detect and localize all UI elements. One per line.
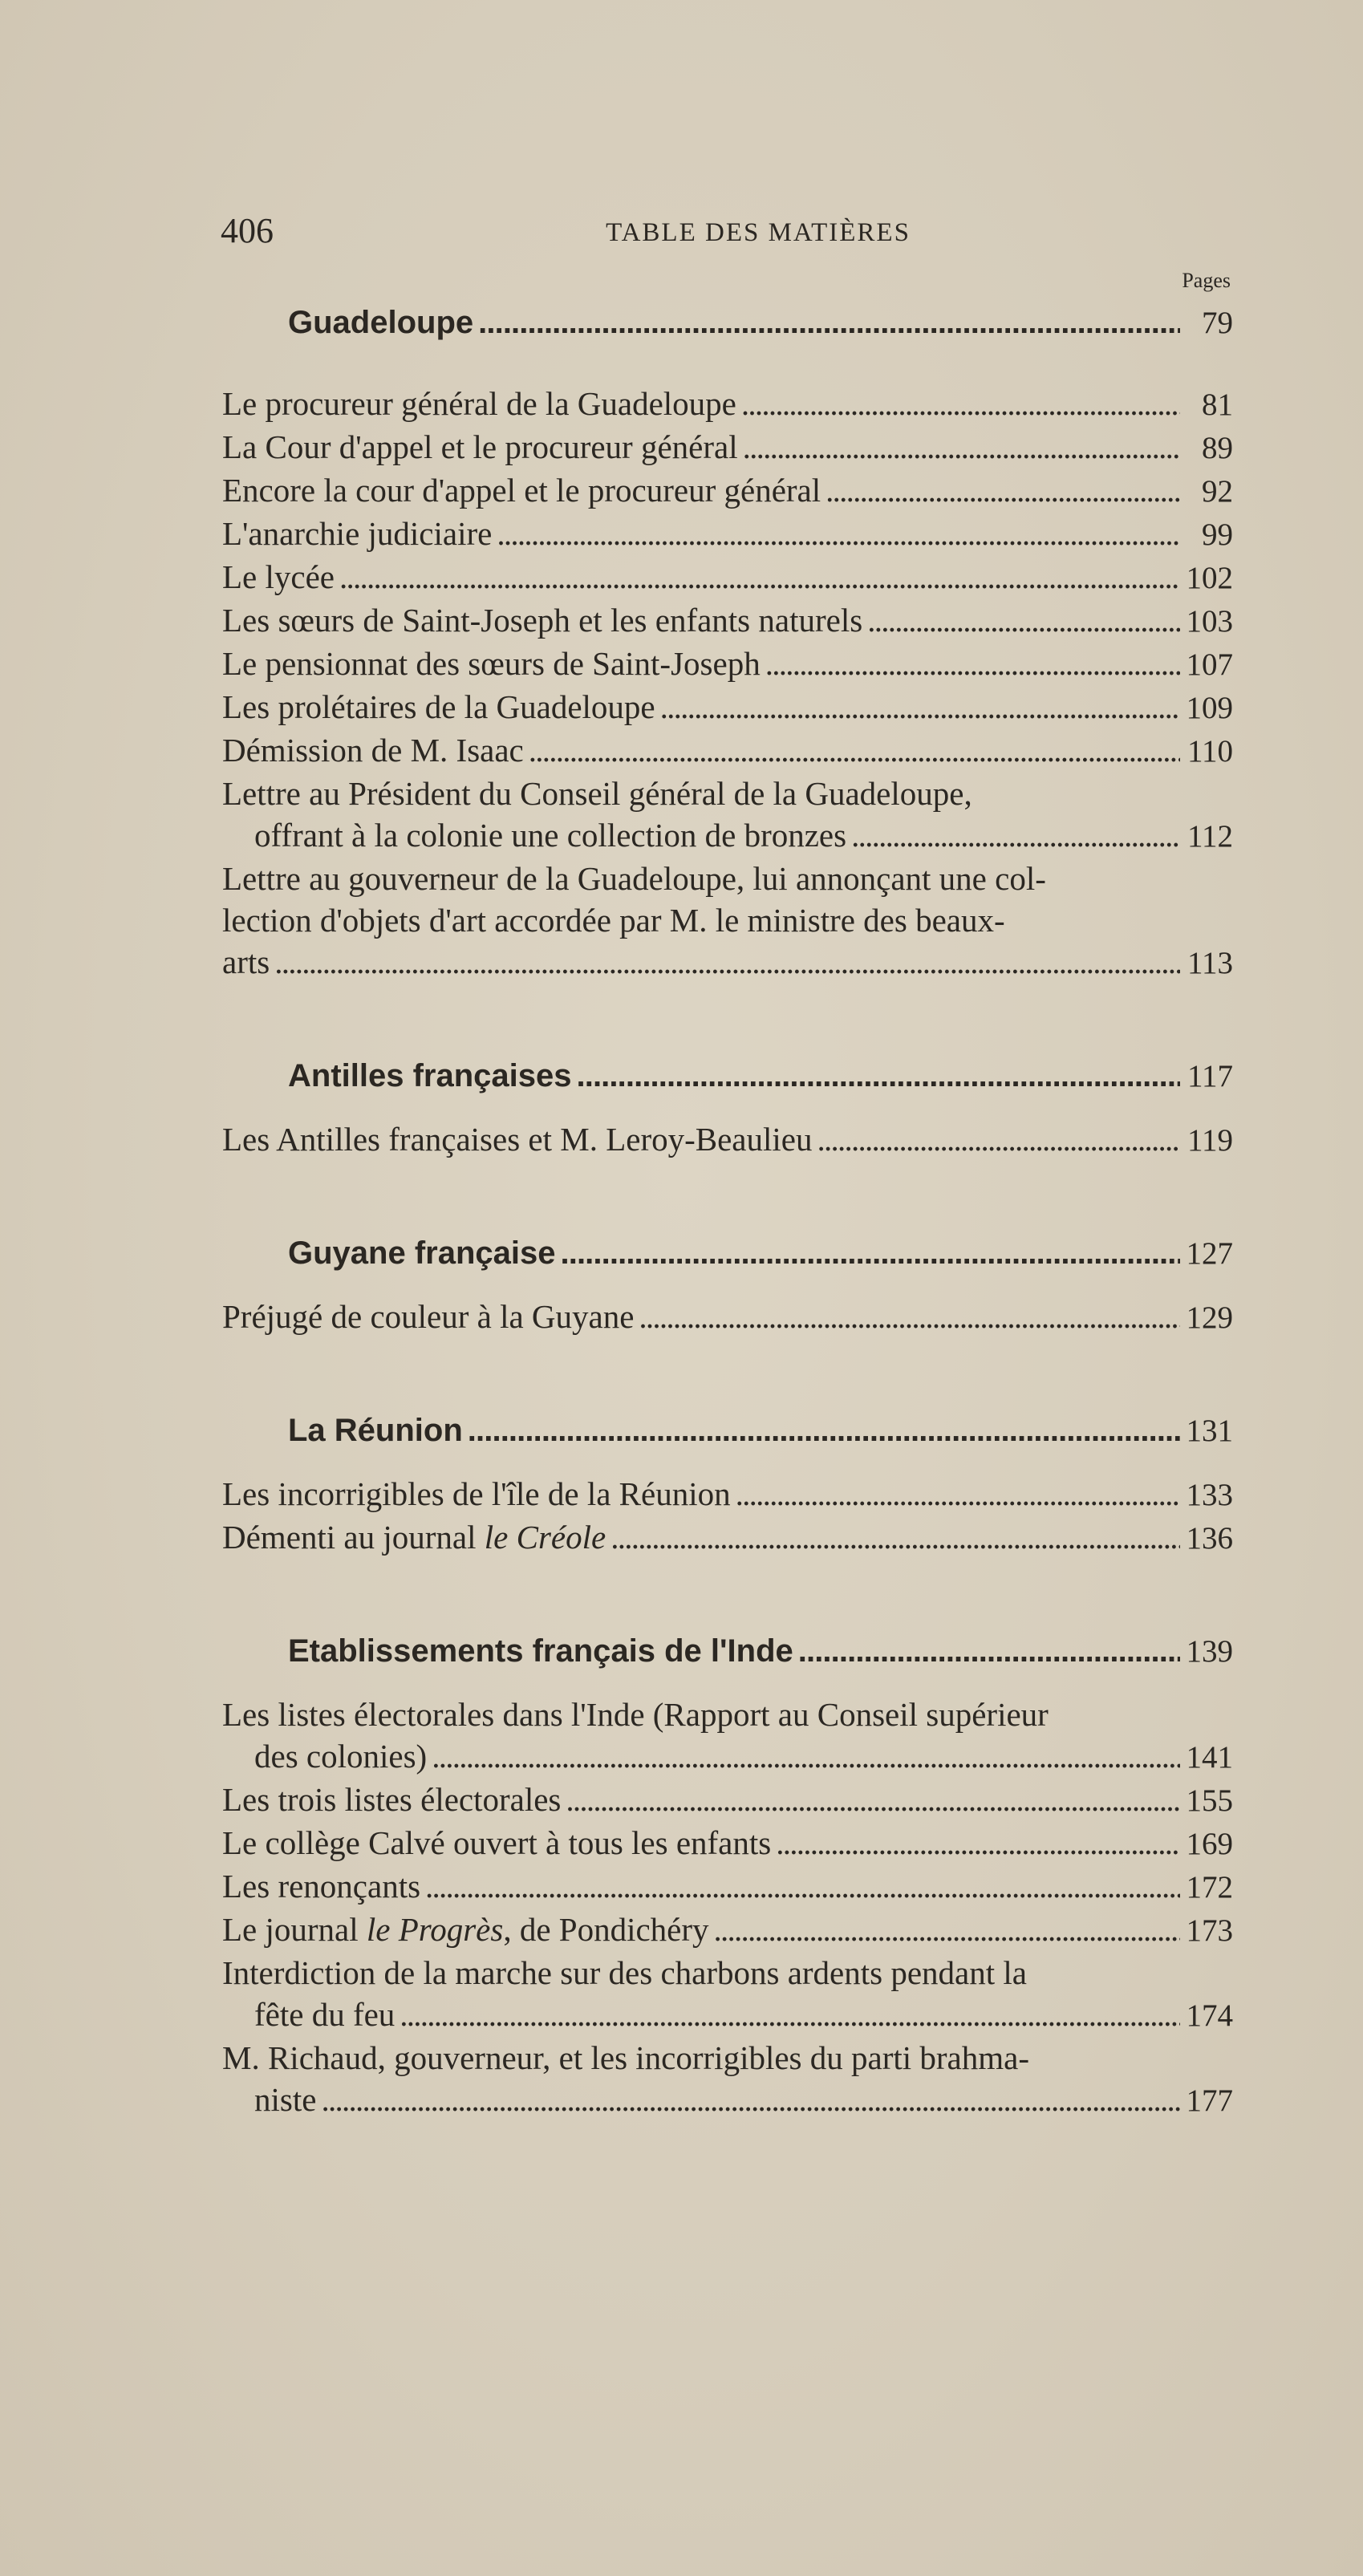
page-ref: 131 bbox=[1186, 1414, 1233, 1448]
page-ref: 112 bbox=[1187, 819, 1233, 854]
page-ref: 117 bbox=[1187, 1059, 1233, 1093]
page-ref: 141 bbox=[1186, 1740, 1233, 1775]
toc-section-reunion bbox=[222, 1403, 1233, 1560]
toc-section-antilles bbox=[222, 1049, 1233, 1162]
toc-entry[interactable]: Les trois listes électorales . . . 155 bbox=[222, 1779, 1233, 1822]
section-heading[interactable]: Guadeloupe . . . 79 bbox=[222, 295, 1233, 351]
toc-entry[interactable]: Les listes électorales dans l'Inde (Rapport au Conseil supérieur des colonies) . . . 141 bbox=[222, 1694, 1233, 1779]
toc-entry[interactable]: Les prolétaires de la Guadeloupe . . . 109 bbox=[222, 686, 1233, 729]
toc-entry[interactable]: Les incorrigibles de l'île de la Réunion . . . 133 bbox=[222, 1473, 1233, 1516]
toc-section-guyane bbox=[222, 1226, 1233, 1339]
page-number: 406 bbox=[221, 211, 274, 250]
toc-entry[interactable]: M. Richaud, gouverneur, et les incorrigibles du parti brahma- niste . . . 177 bbox=[222, 2037, 1233, 2122]
toc-entry[interactable]: Lettre au Président du Conseil général de la Guadeloupe, offrant à la colonie une collection de bronzes . . . 112 bbox=[222, 773, 1233, 858]
page-ref: 113 bbox=[1187, 946, 1233, 980]
page-ref: 173 bbox=[1186, 1913, 1233, 1948]
page-ref: 172 bbox=[1186, 1870, 1233, 1905]
table-of-contents bbox=[222, 295, 1233, 2122]
page-ref: 155 bbox=[1186, 1783, 1233, 1818]
toc-entry[interactable]: Le pensionnat des sœurs de Saint-Joseph . . . 107 bbox=[222, 643, 1233, 686]
page-ref: 99 bbox=[1202, 517, 1233, 552]
page-ref: 139 bbox=[1186, 1634, 1233, 1669]
section-heading[interactable]: La Réunion . . . 131 bbox=[222, 1403, 1233, 1458]
toc-entry[interactable]: Démenti au journal le Créole . . . 136 bbox=[222, 1516, 1233, 1560]
page-ref: 169 bbox=[1186, 1827, 1233, 1861]
toc-entry[interactable]: Le procureur général de la Guadeloupe . . . 81 bbox=[222, 383, 1233, 426]
page-ref: 177 bbox=[1186, 2083, 1233, 2118]
section-heading[interactable]: Guyane française . . . 127 bbox=[222, 1226, 1233, 1281]
page-ref: 119 bbox=[1187, 1123, 1233, 1158]
toc-entry[interactable]: Encore la cour d'appel et le procureur général . . . 92 bbox=[222, 469, 1233, 513]
page-header bbox=[221, 210, 1231, 266]
toc-entry[interactable]: Le journal le Progrès, de Pondichéry . . . 173 bbox=[222, 1909, 1233, 1952]
page-ref: 102 bbox=[1186, 561, 1233, 595]
toc-section-guadeloupe bbox=[222, 295, 1233, 984]
page-ref: 92 bbox=[1202, 474, 1233, 509]
toc-section-inde bbox=[222, 1624, 1233, 2122]
running-title: TABLE DES MATIÈRES bbox=[606, 218, 911, 247]
toc-entry[interactable]: Les renonçants . . . 172 bbox=[222, 1865, 1233, 1909]
page-ref: 89 bbox=[1202, 431, 1233, 465]
section-heading[interactable]: Etablissements français de l'Inde . . . 139 bbox=[222, 1624, 1233, 1679]
toc-entry[interactable]: La Cour d'appel et le procureur général . . . 89 bbox=[222, 426, 1233, 469]
toc-entry[interactable]: Les Antilles françaises et M. Leroy-Beaulieu . . . 119 bbox=[222, 1118, 1233, 1162]
toc-entry[interactable]: L'anarchie judiciaire . . . 99 bbox=[222, 513, 1233, 556]
page-ref: 129 bbox=[1186, 1300, 1233, 1335]
page-ref: 127 bbox=[1186, 1236, 1233, 1271]
toc-entry[interactable]: Démission de M. Isaac . . . 110 bbox=[222, 729, 1233, 773]
toc-entry[interactable]: Préjugé de couleur à la Guyane . . . 129 bbox=[222, 1296, 1233, 1339]
page-ref: 133 bbox=[1186, 1478, 1233, 1512]
page-ref: 81 bbox=[1202, 387, 1233, 422]
page-ref: 103 bbox=[1186, 604, 1233, 639]
section-heading[interactable]: Antilles françaises . . . 117 bbox=[222, 1049, 1233, 1104]
toc-entry[interactable]: Les sœurs de Saint-Joseph et les enfants naturels . . . 103 bbox=[222, 599, 1233, 643]
toc-entry[interactable]: Lettre au gouverneur de la Guadeloupe, lui annonçant une col- lection d'objets d'art accordée par M. le ministre des beaux- arts . . . 113 bbox=[222, 858, 1233, 984]
page-ref: 79 bbox=[1202, 306, 1233, 340]
toc-entry[interactable]: Le lycée . . . 102 bbox=[222, 556, 1233, 599]
page-ref: 174 bbox=[1186, 1998, 1233, 2033]
page-ref: 110 bbox=[1187, 734, 1233, 769]
page-ref: 109 bbox=[1186, 691, 1233, 725]
page-ref: 107 bbox=[1186, 647, 1233, 682]
page-ref: 136 bbox=[1186, 1521, 1233, 1556]
toc-entry[interactable]: Le collège Calvé ouvert à tous les enfants . . . 169 bbox=[222, 1822, 1233, 1865]
toc-entry[interactable]: Interdiction de la marche sur des charbons ardents pendant la fête du feu . . . 174 bbox=[222, 1952, 1233, 2037]
pages-column-label: Pages bbox=[1182, 269, 1231, 292]
